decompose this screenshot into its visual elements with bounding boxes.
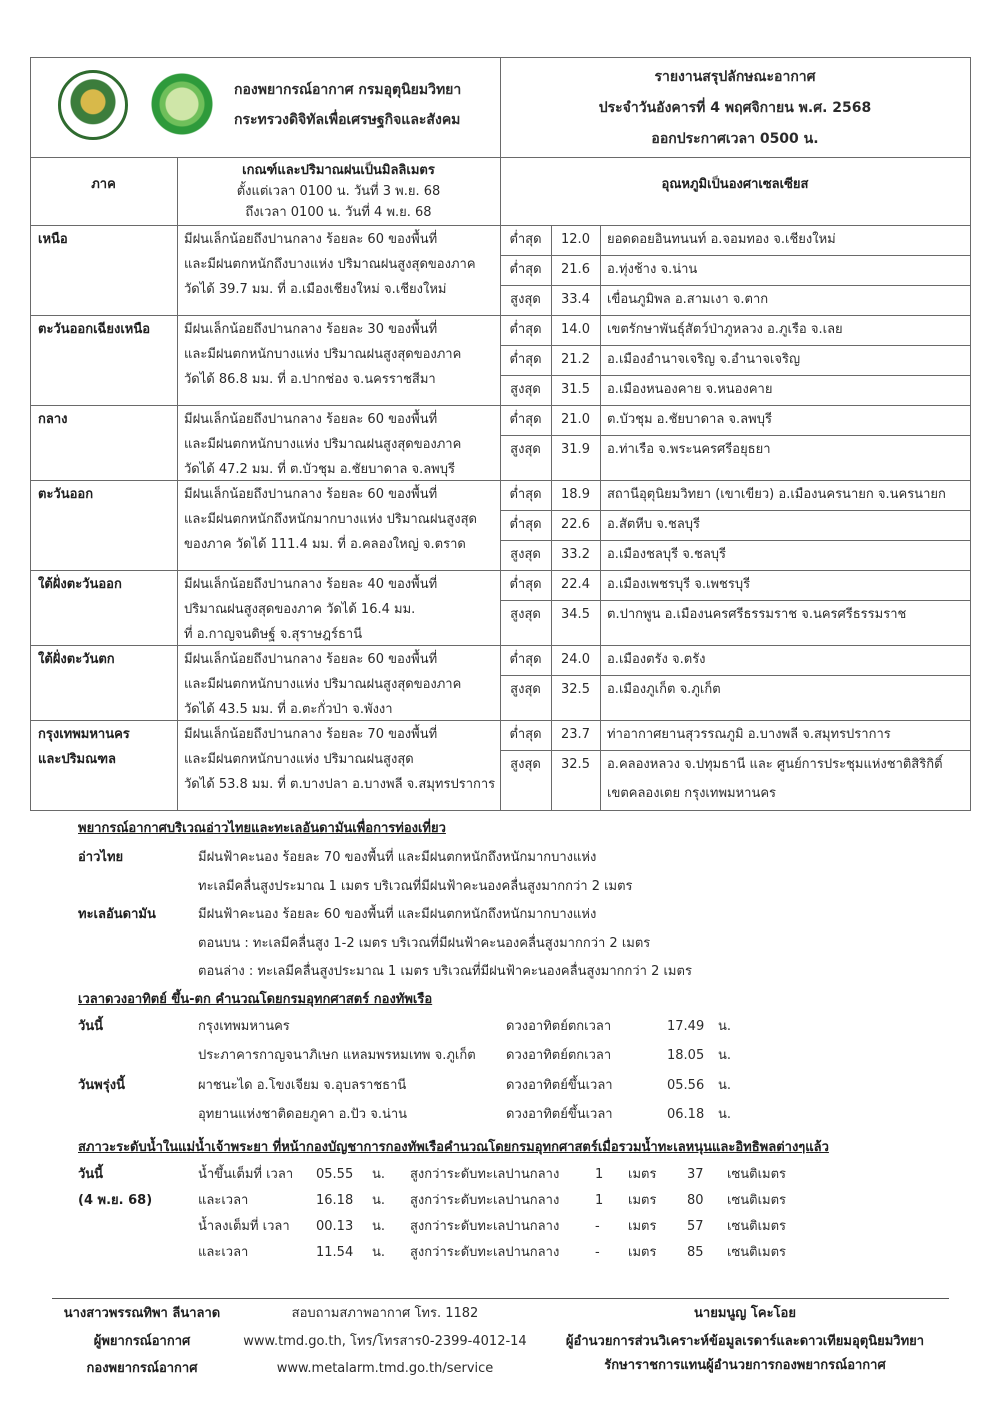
sun-times-title: เวลาดวงอาทิตย์ ขึ้น-ตก คำนวณโดยกรมอุทกศาสตร์ กองทัพเรือ [78,992,433,1007]
temp-location: อ.คลองหลวง จ.ปทุมธานี และ ศูนย์การประชุมแห่งชาติสิริกิติ์ [607,757,943,772]
sun-event: ดวงอาทิตย์ตกเวลา [506,1048,612,1063]
temp-location: ยอดดอยอินทนนท์ อ.จอมทอง จ.เชียงใหม่ [607,232,836,247]
rain-header-from: ตั้งแต่เวลา 0100 น. วันที่ 3 พ.ย. 68 [236,184,441,199]
director-role: ผู้อำนวยการส่วนวิเคราะห์ข้อมูลเรดาร์และดาวเทียมอุตุนิยมวิทยา [565,1334,925,1349]
sun-day: วันนี้ [78,1019,104,1034]
sun-event: ดวงอาทิตย์ขึ้นเวลา [506,1078,613,1093]
ministry-logo-icon [58,70,128,140]
temp-type: ต่ำสุด [509,352,542,367]
sea-forecast-title: พยากรณ์อากาศบริเวณอ่าวไทยและทะเลอันดามันเพื่อการท่องเที่ยว [78,821,446,836]
director-name: นายมนูญ โคะโอย [694,1306,796,1321]
sea-label-gulf: อ่าวไทย [78,850,124,865]
temp-type: สูงสุด [510,757,541,772]
table-divider-v [600,225,601,811]
sun-time: 17.49 [667,1019,705,1034]
col-header-rain [177,160,500,223]
rain-summary-line: วัดได้ 43.5 มม. ที่ อ.ตะกั่วป่า จ.พังงา [184,702,393,717]
temp-row-divider [500,540,971,541]
temp-value: 23.7 [561,727,590,742]
rain-summary-line: ของภาค วัดได้ 111.4 มม. ที่ อ.คลองใหญ่ จ.ตราด [184,537,466,552]
temp-location: อ.เมืองตรัง จ.ตรัง [607,652,706,667]
temp-type: สูงสุด [510,442,541,457]
tide-time-unit: น. [372,1245,386,1260]
report-issue-time: ออกประกาศเวลา 0500 น. [651,131,819,147]
temp-value: 21.6 [561,262,590,277]
temp-type: สูงสุด [510,682,541,697]
temp-type: ต่ำสุด [509,727,542,742]
rain-summary-line: มีฝนเล็กน้อยถึงปานกลาง ร้อยละ 60 ของพื้นที่ [184,652,438,667]
temp-row-divider [500,510,971,511]
rain-summary-line: และมีฝนตกหนักถึงบางแห่ง ปริมาณฝนสูงสุดของภาค [184,257,476,272]
tide-meters-unit: เมตร [628,1245,657,1260]
tide-meters-unit: เมตร [628,1193,657,1208]
sun-event: ดวงอาทิตย์ขึ้นเวลา [506,1107,613,1122]
rain-summary-line: มีฝนเล็กน้อยถึงปานกลาง ร้อยละ 60 ของพื้นที่ [184,412,438,427]
rain-summary-line: และมีฝนตกหนักถึงหนักมากบางแห่ง ปริมาณฝนสูงสุด [184,512,477,527]
tide-date: (4 พ.ย. 68) [78,1193,153,1208]
forecaster-role: ผู้พยากรณ์อากาศ [93,1334,191,1349]
tide-time-unit: น. [372,1193,386,1208]
temp-type: สูงสุด [510,292,541,307]
rain-summary-line: วัดได้ 86.8 มม. ที่ อ.ปากช่อง จ.นครราชสีมา [184,372,436,387]
table-border-right [970,57,971,811]
temp-location: อ.เมืองหนองคาย จ.หนองคาย [607,382,773,397]
rain-summary-line: และมีฝนตกหนักบางแห่ง ปริมาณฝนสูงสุดของภาค [184,437,462,452]
tide-meters: - [595,1219,600,1234]
sea-text: ตอนบน : ทะเลมีคลื่นสูง 1-2 เมตร บริเวณที่มีฝนฟ้าคะนองคลื่นสูงมากกว่า 2 เมตร [198,936,651,951]
contact-service-link[interactable]: www.metalarm.tmd.go.th/service [276,1361,494,1376]
temp-value: 33.4 [561,292,590,307]
temp-value: 32.5 [561,682,590,697]
report-date: ประจำวันอังคารที่ 4 พฤศจิกายน พ.ศ. 2568 [598,100,872,116]
tide-meters: 1 [595,1167,604,1182]
table-row-divider [30,570,971,571]
rain-summary-line: และมีฝนตกหนักบางแห่ง ปริมาณฝนสูงสุดของภาค [184,677,462,692]
sun-time: 05.56 [667,1078,705,1093]
temp-value: 31.5 [561,382,590,397]
sun-location: ประภาคารกาญจนาภิเษก แหลมพรหมเทพ จ.ภูเก็ต [198,1048,476,1063]
temp-row-divider [500,750,971,751]
temp-location: อ.ท่าเรือ จ.พระนครศรีอยุธยา [607,442,771,457]
rain-summary-line: วัดได้ 53.8 มม. ที่ ต.บางปลา อ.บางพลี จ.สมุทรปราการ [184,777,496,792]
tide-time: 16.18 [316,1193,354,1208]
sun-location: กรุงเทพมหานคร [198,1019,290,1034]
region-name: เหนือ [38,232,68,247]
temp-value: 22.6 [561,517,590,532]
temp-row-divider [500,600,971,601]
tide-centimeters-unit: เซนติเมตร [727,1167,787,1182]
rain-summary-line: ปริมาณฝนสูงสุดของภาค วัดได้ 16.4 มม. [184,602,416,617]
temp-location: เขตรักษาพันธุ์สัตว์ป่าภูหลวง อ.ภูเรือ จ.เลย [607,322,843,337]
sea-text: มีฝนฟ้าคะนอง ร้อยละ 60 ของพื้นที่ และมีฝนตกหนักถึงหนักมากบางแห่ง [198,907,597,922]
col-header-temp: อุณหภูมิเป็นองศาเซลเซียส [661,177,809,192]
tide-time-unit: น. [372,1167,386,1182]
temp-type: ต่ำสุด [509,232,542,247]
tide-time: 00.13 [316,1219,354,1234]
temp-location: ต.บัวชุม อ.ชัยบาดาล จ.ลพบุรี [607,412,772,427]
temp-row-divider [500,375,971,376]
region-name: กลาง [38,412,68,427]
temp-value: 34.5 [561,607,590,622]
table-row-divider [30,720,971,721]
sun-location: อุทยานแห่งชาติดอยภูคา อ.ปัว จ.น่าน [198,1107,408,1122]
temp-location: อ.เมืองอำนาจเจริญ จ.อำนาจเจริญ [607,352,801,367]
temp-value: 33.2 [561,547,590,562]
tide-time: 05.55 [316,1167,354,1182]
temp-location: ต.ปากพูน อ.เมืองนครศรีธรรมราช จ.นครศรีธรรมราช [607,607,907,622]
temp-row-divider [500,675,971,676]
tide-meters: - [595,1245,600,1260]
rain-summary-line: มีฝนเล็กน้อยถึงปานกลาง ร้อยละ 40 ของพื้นที่ [184,577,438,592]
region-name: ใต้ฝั่งตะวันออก [38,577,122,592]
rain-summary-line: มีฝนเล็กน้อยถึงปานกลาง ร้อยละ 30 ของพื้นที่ [184,322,438,337]
tide-meters-unit: เมตร [628,1167,657,1182]
temp-location: ท่าอากาศยานสุวรรณภูมิ อ.บางพลี จ.สมุทรปราการ [607,727,891,742]
tide-time: 11.54 [316,1245,354,1260]
sun-time-unit: น. [718,1048,732,1063]
temp-location: อ.ทุ่งช้าง จ.น่าน [607,262,698,277]
sea-text: ทะเลมีคลื่นสูงประมาณ 1 เมตร บริเวณที่มีฝนฟ้าคะนองคลื่นสูงมากกว่า 2 เมตร [198,879,633,894]
temp-value: 12.0 [561,232,590,247]
table-row-divider [30,315,971,316]
region-name: ตะวันออก [38,487,94,502]
tide-label: และเวลา [198,1245,249,1260]
tmd-logo-icon [150,72,214,136]
sun-time: 18.05 [667,1048,705,1063]
temp-row-divider [500,255,971,256]
tide-centimeters: 85 [687,1245,704,1260]
ministry-name: กระทรวงดิจิทัลเพื่อเศรษฐกิจและสังคม [234,112,461,128]
temp-value: 14.0 [561,322,590,337]
rain-summary-line: และมีฝนตกหนักบางแห่ง ปริมาณฝนสูงสุด [184,752,414,767]
rain-header-title: เกณฑ์และปริมาณฝนเป็นมิลลิเมตร [242,163,435,178]
tide-day: วันนี้ [78,1167,104,1182]
table-row-divider [30,645,971,646]
tide-meters: 1 [595,1193,604,1208]
temp-value: 22.4 [561,577,590,592]
temp-type: ต่ำสุด [509,652,542,667]
tide-centimeters: 57 [687,1219,704,1234]
table-row-divider [30,480,971,481]
contact-phone: สอบถามสภาพอากาศ โทร. 1182 [291,1306,479,1321]
temp-location: สถานีอุตุนิยมวิทยา (เขาเขียว) อ.เมืองนครนายก จ.นครนายก [607,487,946,502]
temp-location: อ.เมืองชลบุรี จ.ชลบุรี [607,547,727,562]
tide-description: สูงกว่าระดับทะเลปานกลาง [410,1245,560,1260]
rain-summary-line: วัดได้ 47.2 มม. ที่ ต.บัวชุม อ.ชัยบาดาล จ.ลพบุรี [184,462,455,477]
temp-row-divider [500,345,971,346]
temp-type: ต่ำสุด [509,412,542,427]
region-name: ใต้ฝั่งตะวันตก [38,652,115,667]
sun-location: ผาชนะได อ.โขงเจียม จ.อุบลราชธานี [198,1078,407,1093]
temp-row-divider [500,435,971,436]
temp-type: ต่ำสุด [509,517,542,532]
region-name: กรุงเทพมหานคร [38,727,130,742]
table-divider-v [177,157,178,811]
temp-type: สูงสุด [510,382,541,397]
tide-centimeters-unit: เซนติเมตร [727,1193,787,1208]
tide-title: สภาวะระดับน้ำในแม่น้ำเจ้าพระยา ที่หน้ากองบัญชาการกองทัพเรือคำนวณโดยกรมอุทกศาสตร์เมื่อรวมน้ำทะเลหนุนและอิทธิพลต่างๆแล้ว [78,1140,829,1155]
tide-description: สูงกว่าระดับทะเลปานกลาง [410,1167,560,1182]
tide-centimeters: 37 [687,1167,704,1182]
sun-time: 06.18 [667,1107,705,1122]
rain-summary-line: มีฝนเล็กน้อยถึงปานกลาง ร้อยละ 60 ของพื้นที่ [184,487,438,502]
sun-time-unit: น. [718,1107,732,1122]
forecaster-name: นางสาวพรรณทิพา ลีนาลาด [63,1306,221,1321]
temp-value: 21.2 [561,352,590,367]
org-name: กองพยากรณ์อากาศ กรมอุตุนิยมวิทยา [234,82,462,98]
tide-time-unit: น. [372,1219,386,1234]
rain-summary-line: ที่ อ.กาญจนดิษฐ์ จ.สุราษฎร์ธานี [184,627,363,642]
rain-summary-line: และมีฝนตกหนักบางแห่ง ปริมาณฝนสูงสุดของภาค [184,347,462,362]
sea-text: ตอนล่าง : ทะเลมีคลื่นสูงประมาณ 1 เมตร บริเวณที่มีฝนฟ้าคะนองคลื่นสูงมากกว่า 2 เมตร [198,964,692,979]
tide-centimeters-unit: เซนติเมตร [727,1245,787,1260]
tide-label: น้ำขึ้นเต็มที่ เวลา [198,1167,294,1182]
tide-description: สูงกว่าระดับทะเลปานกลาง [410,1193,560,1208]
temp-row-divider [500,285,971,286]
report-title: รายงานสรุปลักษณะอากาศ [654,69,816,85]
tide-description: สูงกว่าระดับทะเลปานกลาง [410,1219,560,1234]
contact-website[interactable]: www.tmd.go.th, โทร/โทรสาร0-2399-4012-14 [243,1334,527,1349]
temp-value: 31.9 [561,442,590,457]
sea-label-andaman: ทะเลอันดามัน [78,907,156,922]
sun-time-unit: น. [718,1078,732,1093]
table-row-divider [30,405,971,406]
temp-type: ต่ำสุด [509,577,542,592]
sea-text: มีฝนฟ้าคะนอง ร้อยละ 70 ของพื้นที่ และมีฝนตกหนักถึงหนักมากบางแห่ง [198,850,597,865]
region-name: และปริมณฑล [38,752,116,767]
tide-meters-unit: เมตร [628,1219,657,1234]
tide-label: และเวลา [198,1193,249,1208]
sun-day: วันพรุ่งนี้ [78,1078,125,1093]
forecaster-dept: กองพยากรณ์อากาศ [86,1361,198,1376]
temp-value: 21.0 [561,412,590,427]
rain-summary-line: มีฝนเล็กน้อยถึงปานกลาง ร้อยละ 70 ของพื้นที่ [184,727,438,742]
col-header-region: ภาค [91,177,116,192]
temp-location: อ.สัตหีบ จ.ชลบุรี [607,517,701,532]
temp-value: 32.5 [561,757,590,772]
table-border-left [30,57,31,811]
tide-centimeters: 80 [687,1193,704,1208]
temp-value: 18.9 [561,487,590,502]
temp-location: อ.เมืองภูเก็ต จ.ภูเก็ต [607,682,721,697]
rain-summary-line: วัดได้ 39.7 มม. ที่ อ.เมืองเชียงใหม่ จ.เชียงใหม่ [184,282,447,297]
temp-type: สูงสุด [510,547,541,562]
temp-type: ต่ำสุด [509,487,542,502]
director-acting: รักษาราชการแทนผู้อำนวยการกองพยากรณ์อากาศ [604,1358,886,1373]
sun-event: ดวงอาทิตย์ตกเวลา [506,1019,612,1034]
sun-time-unit: น. [718,1019,732,1034]
temp-location: อ.เมืองเพชรบุรี จ.เพชรบุรี [607,577,751,592]
footer-divider [52,1298,949,1299]
tide-label: น้ำลงเต็มที่ เวลา [198,1219,290,1234]
temp-location: เขื่อนภูมิพล อ.สามเงา จ.ตาก [607,292,769,307]
rain-summary-line: มีฝนเล็กน้อยถึงปานกลาง ร้อยละ 60 ของพื้นที่ [184,232,438,247]
temp-type: ต่ำสุด [509,322,542,337]
temp-value: 24.0 [561,652,590,667]
temp-location: เขตคลองเตย กรุงเทพมหานคร [607,786,777,801]
temp-type: ต่ำสุด [509,262,542,277]
rain-header-to: ถึงเวลา 0100 น. วันที่ 4 พ.ย. 68 [245,205,432,220]
temp-type: สูงสุด [510,607,541,622]
tide-centimeters-unit: เซนติเมตร [727,1219,787,1234]
region-name: ตะวันออกเฉียงเหนือ [38,322,151,337]
